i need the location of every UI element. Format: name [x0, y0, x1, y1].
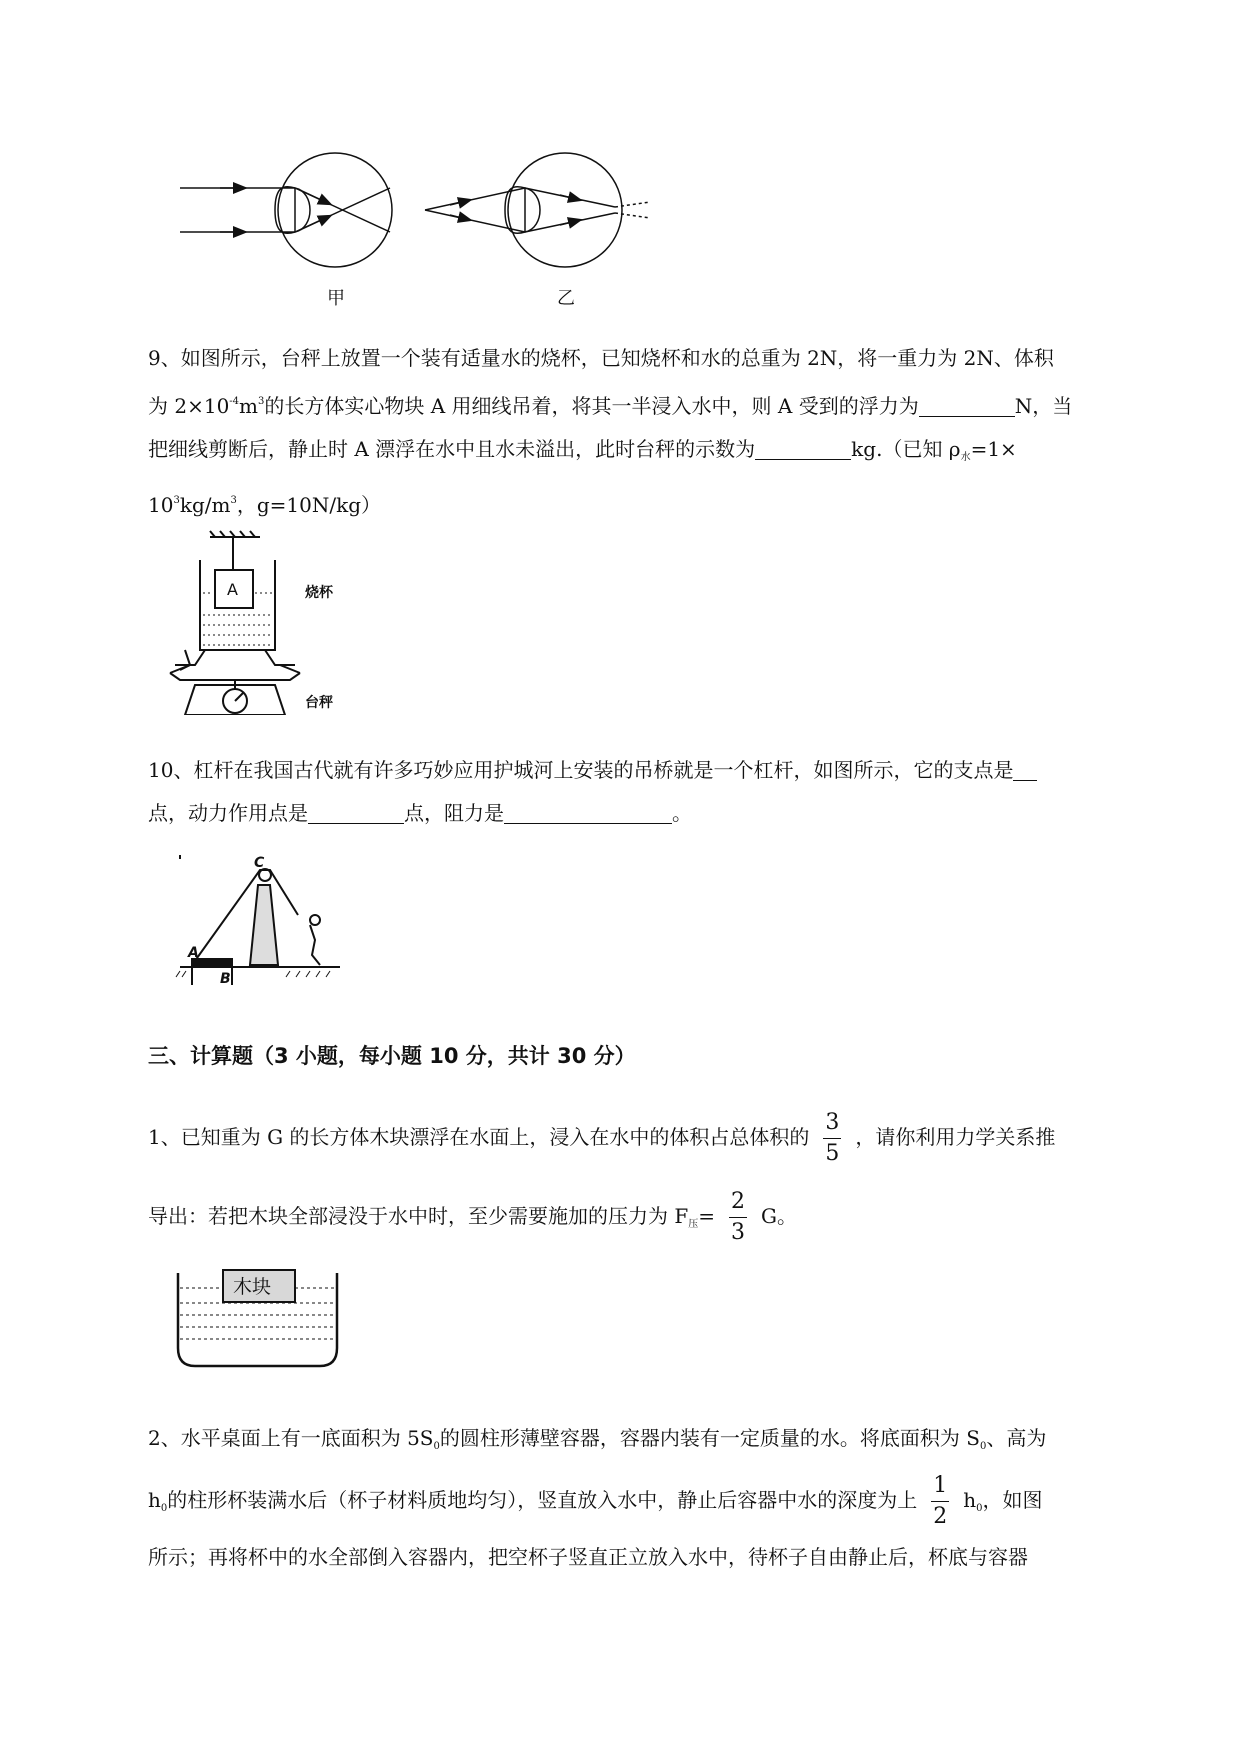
eye-b-diagram: [425, 153, 650, 267]
c2-line-3: 所示；再将杯中的水全部倒入容器内，把空杯子竖直正立放入水中，待杯子自由静止后，杯底与容器: [148, 1545, 1028, 1569]
point-c-label: C: [254, 855, 265, 871]
c1-line-2: 导出：若把木块全部浸没于水中时，至少需要施加的压力为 $F_压=$ $\frac{2}{3}$ G。: [148, 1187, 1158, 1248]
eye-b-label: 乙: [557, 288, 575, 309]
fraction: $\frac{3}{5}$: [823, 1108, 841, 1169]
scale-label: 台秤: [305, 695, 333, 711]
q9-line-4: $10^3kg/m^3$，g=10N/kg）: [148, 493, 381, 517]
c1-line-1: 1、已知重为 G 的长方体木块漂浮在水面上，浸入在水中的体积占总体积的 $\frac{3}{5}$ ，请你利用力学关系推: [148, 1108, 1158, 1169]
q9-line-3: 把细线剪断后，静止时 A 漂浮在水中且水未溢出，此时台秤的示数为 kg.（已知 $\rho_水=1\times$: [148, 428, 1158, 479]
wood-block-label: 木块: [233, 1276, 272, 1298]
block-a-label: A: [227, 580, 238, 599]
q10-line-1: 10、杠杆在我国古代就有许多巧妙应用护城河上安装的吊桥就是一个杠杆，如图所示，它的支点是: [148, 749, 1158, 792]
q9-line-1: 9、如图所示，台秤上放置一个装有适量水的烧杯，已知烧杯和水的总重为 2N，将一重力为 2N、体积: [148, 346, 1054, 370]
eye-diagram-figure: [170, 150, 670, 310]
answer-blank[interactable]: [1013, 754, 1037, 781]
eye-a-label: 甲: [327, 288, 345, 309]
answer-blank[interactable]: [919, 390, 1015, 417]
calc-question-1: [148, 1108, 1158, 1248]
question-9: [148, 337, 1158, 527]
fraction: $\frac{2}{3}$: [729, 1187, 747, 1248]
c2-line-2: $h_0$的柱形杯装满水后（杯子材料质地均匀），竖直放入水中，静止后容器中水的深度为上 $\frac{1}{2}$ $h_0$，如图: [148, 1471, 1158, 1533]
c2-line-1: 2、水平桌面上有一底面积为 $5S_0$的圆柱形薄壁容器，容器内装有一定质量的水。将底面积为 $S_0$、高为: [148, 1426, 1047, 1452]
answer-blank[interactable]: [308, 797, 404, 824]
wood-block-figure: [175, 1268, 345, 1373]
q10-line-2: 点，动力作用点是 点，阻力是 。: [148, 792, 1158, 835]
q9-line-2: 为 $2\times 10^{-4}m^3$的长方体实心物块 A 用细线吊着，将其一半浸入水中，则 A 受到的浮力为 N，当: [148, 380, 1158, 428]
scale-beaker-figure: [165, 525, 355, 715]
answer-blank[interactable]: [504, 797, 672, 824]
calc-question-2: [148, 1414, 1158, 1581]
point-a-label: A: [188, 945, 199, 961]
drawbridge-figure: [170, 855, 345, 1000]
point-b-label: B: [220, 971, 231, 987]
question-10: [148, 749, 1158, 835]
fraction: $\frac{1}{2}$: [931, 1471, 949, 1532]
beaker-label: 烧杯: [305, 585, 333, 601]
eye-a-diagram: [180, 153, 392, 267]
section-3-heading: 三、计算题（3 小题，每小题 10 分，共计 30 分）: [148, 1044, 636, 1068]
answer-blank[interactable]: [755, 433, 851, 460]
